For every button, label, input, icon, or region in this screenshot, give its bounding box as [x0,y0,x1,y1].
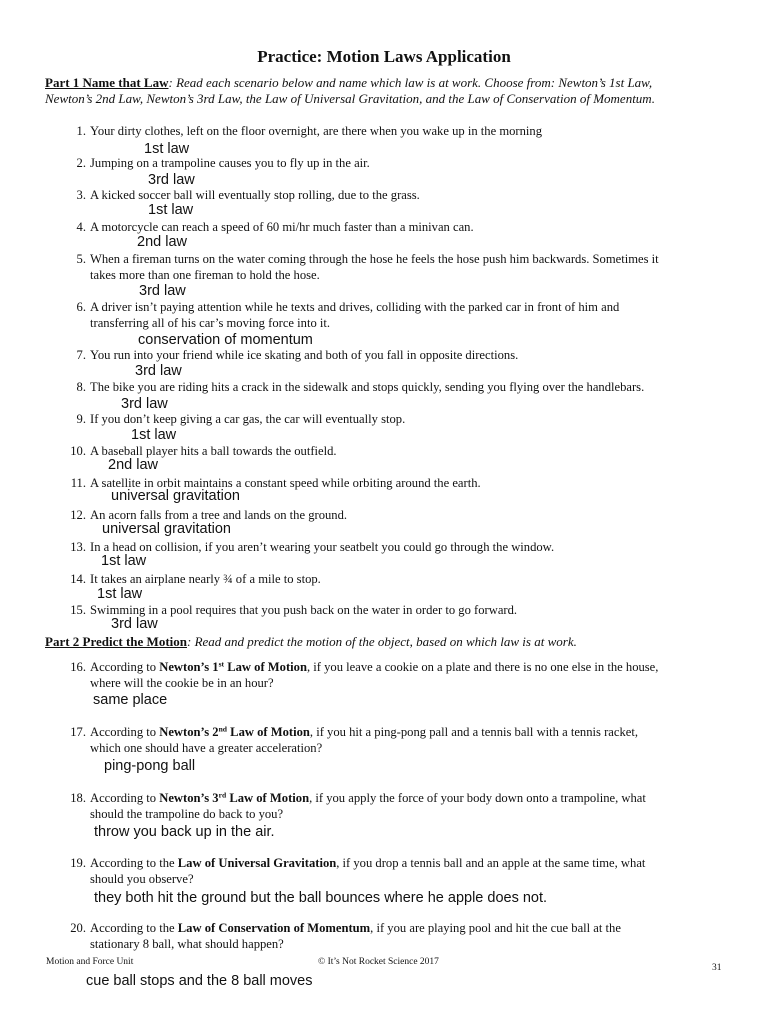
question-19 [66,855,726,887]
part2-instructions: Read and predict the motion of the object, based on which law is at work. [194,634,577,649]
answer-20: cue ball stops and the 8 ball moves [86,973,313,989]
part1-label: Part 1 Name that Law [45,75,169,90]
question-3 [66,187,726,203]
answer-11: universal gravitation [111,488,240,504]
question-16 [66,659,726,691]
question-text: Your dirty clothes, left on the floor overnight, are there when you wake up in the morning [90,124,542,138]
question-text: A kicked soccer ball will eventually stop rolling, due to the grass. [90,188,420,202]
question-text: If you don’t keep giving a car gas, the car will eventually stop. [90,412,406,426]
answer-3: 1st law [148,202,194,218]
footer-copyright: © It’s Not Rocket Science 2017 [318,957,439,967]
answer-6: conservation of momentum [138,332,313,348]
question-text: A motorcycle can reach a speed of 60 mi/hr much faster than a minivan can. [90,220,474,234]
page-number: 31 [712,963,722,973]
answer-13: 1st law [101,553,147,569]
law-name: Law of Conservation of Momentum [177,921,371,935]
part1-instructions-line2: Newton’s 2nd Law, Newton’s 3rd Law, the Law of Universal Gravitation, and the Law of Conservation of Momentum. [45,91,655,106]
question-text: You run into your friend while ice skating and both of you fall in opposite directions. [90,348,519,362]
question-text-line2: should the trampoline do back to you? [90,807,284,821]
answer-16: same place [93,692,168,708]
question-text: Swimming in a pool requires that you push back on the water in order to go forward. [90,603,518,617]
question-number: 16. [70,660,86,674]
question-number: 1. [76,124,86,138]
question-number: 3. [76,188,86,202]
question-9 [66,411,726,427]
question-text-line1: According to Newton’s 2nd Law of Motion, if you hit a ping-pong pall and a tennis ball with a tennis racket, [90,724,638,739]
part2-label: Part 2 Predict the Motion [45,634,187,649]
question-text: , if you drop a tennis ball and an apple at the same time, what [336,856,646,870]
question-number: 13. [70,540,86,554]
question-text-line1: According to Newton’s 1st Law of Motion, if you leave a cookie on a plate and there is no one else in the house, [90,659,659,674]
question-lead: According to [90,791,160,805]
question-text: The bike you are riding hits a crack in the sidewalk and stops quickly, sending you flying over the handlebars. [90,380,645,394]
question-10 [66,443,726,459]
question-text: Jumping on a trampoline causes you to fly up in the air. [90,156,370,170]
question-text: An acorn falls from a tree and lands on the ground. [90,508,348,522]
question-number: 11. [70,476,86,490]
question-lead: According to the [90,921,178,935]
question-number: 17. [70,725,86,739]
question-text-line2: takes more than one fireman to hold the hose. [90,268,320,282]
question-number: 6. [76,300,86,314]
question-14 [66,571,726,587]
question-text: , if you leave a cookie on a plate and there is no one else in the house, [306,660,659,674]
answer-5: 3rd law [139,283,186,299]
law-name: Law of Universal Gravitation [177,856,337,870]
answer-9: 1st law [131,427,177,443]
question-18 [66,790,726,822]
question-text-line1: A driver isn’t paying attention while he texts and drives, colliding with the parked car in front of him and [90,300,620,314]
question-number: 8. [76,380,86,394]
question-text: , if you apply the force of your body down onto a trampoline, what [309,791,646,805]
question-number: 9. [76,412,86,426]
answer-8: 3rd law [121,396,168,412]
question-15 [66,602,726,618]
question-number: 15. [70,603,86,617]
question-text-line1 [90,920,621,936]
question-lead: According to the [90,856,178,870]
question-number: 18. [70,791,86,805]
question-5 [66,251,726,283]
question-text: , if you are playing pool and hit the cue ball at the [370,921,621,935]
question-number: 12. [70,508,86,522]
question-text: A baseball player hits a ball towards the outfield. [90,444,337,458]
question-number: 4. [76,220,86,234]
question-number: 5. [76,252,86,266]
question-20 [66,920,726,952]
answer-7: 3rd law [135,363,182,379]
answer-14: 1st law [97,586,143,602]
answer-15: 3rd law [111,616,158,632]
question-6 [66,299,726,331]
question-text: In a head on collision, if you aren’t wearing your seatbelt you could go through the window. [90,540,555,554]
question-8 [66,379,726,395]
question-4 [66,219,726,235]
question-13 [66,539,726,555]
answer-18: throw you back up in the air. [94,824,275,840]
question-number: 20. [70,921,86,935]
question-17 [66,724,726,756]
question-2 [66,155,726,171]
question-number: 7. [76,348,86,362]
page-title: Practice: Motion Laws Application [257,47,511,66]
question-text-line1: When a fireman turns on the water coming through the hose he feels the hose push him backwards. Sometimes it [90,252,659,266]
part2-header: Part 2 Predict the Motion: Read and predict the motion of the object, based on which law is at work. [45,634,577,649]
question-text-line1: According to Newton’s 3rd Law of Motion, if you apply the force of your body down onto a trampoline, what [90,790,646,805]
question-lead: According to [90,660,160,674]
question-number: 19. [70,856,86,870]
answer-4: 2nd law [137,234,187,250]
answer-19: they both hit the ground but the ball bounces where he apple does not. [94,890,548,906]
question-text: It takes an airplane nearly ¾ of a mile to stop. [90,572,321,586]
question-number: 10. [70,444,86,458]
part1-instructions-line1: Read each scenario below and name which law is at work. Choose from: Newton’s 1st Law, [176,75,653,90]
question-text-line2: should you observe? [90,872,194,886]
question-text-line1 [90,855,645,871]
question-text-line2: where will the cookie be in an hour? [90,676,274,690]
question-number: 2. [76,156,86,170]
answer-17: ping-pong ball [104,758,196,774]
question-7 [66,347,726,363]
answer-12: universal gravitation [102,521,231,537]
question-1 [66,123,726,139]
answer-10: 2nd law [108,457,158,473]
question-text-line2: which one should have a greater acceleration? [90,741,323,755]
question-text: A satellite in orbit maintains a constant speed while orbiting around the earth. [90,476,481,490]
question-text: , if you hit a ping-pong pall and a tennis ball with a tennis racket, [309,725,638,739]
question-number: 14. [70,572,86,586]
question-lead: According to [90,725,160,739]
answer-1: 1st law [144,141,190,157]
question-text-line2: transferring all of his car’s moving force into it. [90,316,331,330]
question-text-line2: stationary 8 ball, what should happen? [90,937,284,951]
part1-header: Part 1 Name that Law: Read each scenario below and name which law is at work. Choose from: Newton’s 1st Law, Newton’s 2nd Law, Newton’s 3rd Law, the Law of Universal Gravitation, and the Law of Conservation of Momentum. [45,75,735,107]
footer-unit: Motion and Force Unit [46,957,134,967]
answer-2: 3rd law [148,172,195,188]
